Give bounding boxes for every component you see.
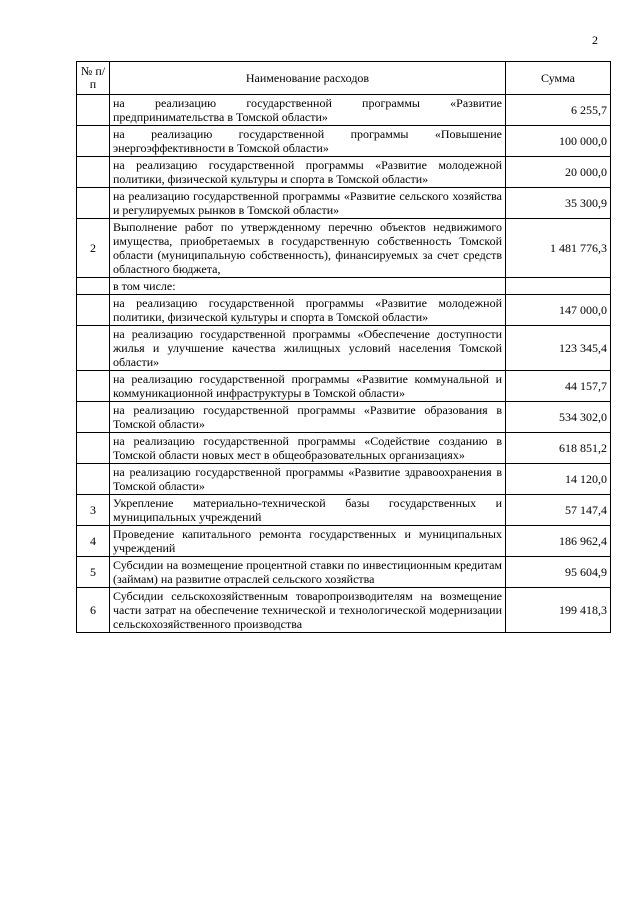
row-num [77,188,110,219]
row-name: на реализацию государственной программы «Развитие образования в Томской области» [110,402,506,433]
row-sum: 534 302,0 [506,402,611,433]
row-num [77,433,110,464]
row-sum: 186 962,4 [506,526,611,557]
row-sum: 35 300,9 [506,188,611,219]
table-row [77,95,611,126]
row-name: Субсидии на возмещение процентной ставки по инвестиционным кредитам (займам) на развитие отраслей сельского хозяйства [110,557,506,588]
row-name: на реализацию государственной программы «Содействие созданию в Томской области новых мест в общеобразовательных организациях» [110,433,506,464]
row-sum: 147 000,0 [506,295,611,326]
table-row [77,126,611,157]
row-name: на реализацию государственной программы «Развитие молодежной политики, физической культуры и спорта в Томской области» [110,157,506,188]
row-name: Выполнение работ по утвержденному перечню объектов недвижимого имущества, приобретаемых в государственную собственность Томской области (муниципальную собственность), финансируемых за счет средств областного бюджета, [110,219,506,278]
row-sum: 20 000,0 [506,157,611,188]
header-name: Наименование расходов [110,62,506,95]
header-num: № п/п [77,62,110,95]
row-name: на реализацию государственной программы «Повышение энергоэффективности в Томской области» [110,126,506,157]
row-num: 6 [77,588,110,633]
row-name: в том числе: [110,278,506,295]
table-row [77,557,611,588]
row-name: на реализацию государственной программы «Развитие предпринимательства в Томской области» [110,95,506,126]
row-sum: 199 418,3 [506,588,611,633]
row-num [77,126,110,157]
row-name: на реализацию государственной программы «Развитие молодежной политики, физической культуры и спорта в Томской области» [110,295,506,326]
row-sum [506,278,611,295]
row-num [77,95,110,126]
row-sum: 14 120,0 [506,464,611,495]
row-name: Укрепление материально-технической базы государственных и муниципальных учреждений [110,495,506,526]
table-row [77,278,611,295]
row-num [77,295,110,326]
table-row [77,588,611,633]
row-name: Субсидии сельскохозяйственным товаропроизводителям на возмещение части затрат на обеспечение технической и технологической модернизации сельскохозяйственного производства [110,588,506,633]
row-num [77,278,110,295]
row-sum: 57 147,4 [506,495,611,526]
row-sum: 618 851,2 [506,433,611,464]
table-row [77,219,611,278]
table-row [77,526,611,557]
row-name: на реализацию государственной программы «Обеспечение доступности жилья и улучшение качества жилищных условий населения Томской области» [110,326,506,371]
expenses-table [76,61,611,633]
table-row [77,188,611,219]
row-sum: 1 481 776,3 [506,219,611,278]
row-name: на реализацию государственной программы «Развитие сельского хозяйства и регулируемых рынков в Томской области» [110,188,506,219]
row-num [77,326,110,371]
row-num [77,157,110,188]
row-sum: 123 345,4 [506,326,611,371]
header-sum: Сумма [506,62,611,95]
row-num [77,371,110,402]
row-num: 4 [77,526,110,557]
table-row [77,371,611,402]
row-sum: 95 604,9 [506,557,611,588]
row-num [77,402,110,433]
table-row [77,464,611,495]
row-name: на реализацию государственной программы «Развитие здравоохранения в Томской области» [110,464,506,495]
row-sum: 100 000,0 [506,126,611,157]
row-name: на реализацию государственной программы «Развитие коммунальной и коммуникационной инфраструктуры в Томской области» [110,371,506,402]
row-name: Проведение капитального ремонта государственных и муниципальных учреждений [110,526,506,557]
row-sum: 44 157,7 [506,371,611,402]
table-row [77,433,611,464]
row-num: 5 [77,557,110,588]
row-num: 2 [77,219,110,278]
row-num [77,464,110,495]
table-row [77,157,611,188]
table-row [77,295,611,326]
row-num: 3 [77,495,110,526]
table-row [77,495,611,526]
table-row [77,326,611,371]
table-row [77,402,611,433]
page-number: 2 [592,33,598,47]
table-header-row [77,62,611,95]
row-sum: 6 255,7 [506,95,611,126]
